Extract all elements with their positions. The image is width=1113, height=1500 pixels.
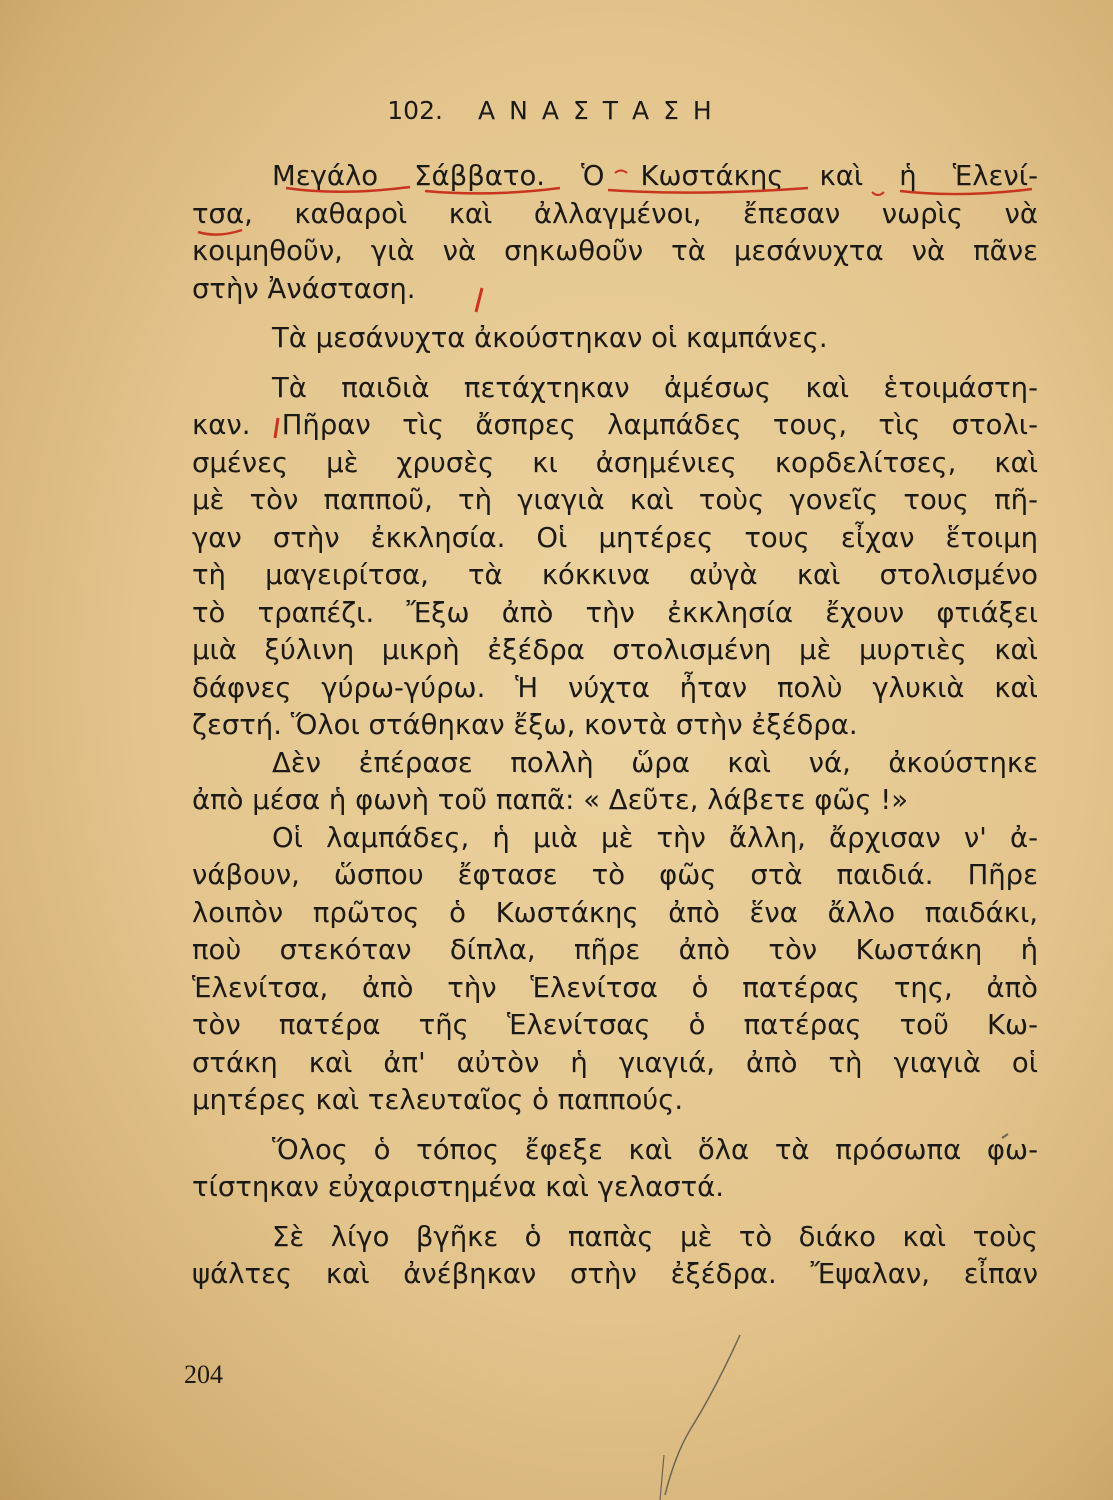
text-line: τὸν πατέρα τῆς Ἑλενίτσας ὁ πατέρας τοῦ Κω- xyxy=(192,1009,1038,1041)
text-line: Μεγάλο Σάββατο. Ὁ Κωστάκης καὶ ἡ Ἑλενί- xyxy=(272,160,1038,192)
text-line: μιὰ ξύλινη μικρὴ ἐξέδρα στολισμένη μὲ μυρτιὲς καὶ xyxy=(192,634,1038,666)
page-number: 204 xyxy=(184,1360,223,1389)
pencil-stroke-mark xyxy=(665,1335,740,1495)
text-line: τὸ τραπέζι. Ἔξω ἀπὸ τὴν ἐκκλησία ἔχουν φτιάξει xyxy=(192,596,1038,629)
pencil-tick-mark xyxy=(1002,1134,1008,1138)
chapter-title: ΑΝΑΣΤΑΣΗ xyxy=(478,96,726,125)
text-line: τσα, καθαροὶ καὶ ἀλλαγμένοι, ἔπεσαν νωρὶς νὰ xyxy=(192,197,1038,230)
text-line: ψάλτες καὶ ἀνέβηκαν στὴν ἐξέδρα. Ἔψαλαν, εἶπαν xyxy=(192,1258,1038,1290)
text-line: Δὲν ἐπέρασε πολλὴ ὥρα καὶ νά, ἀκούστηκε xyxy=(272,746,1038,779)
text-line: νάβουν, ὥσπου ἔφτασε τὸ φῶς στὰ παιδιά. Πῆρε xyxy=(192,859,1038,891)
red-underline-mark xyxy=(198,230,242,235)
red-underline-mark xyxy=(900,189,1032,194)
red-breve-mark xyxy=(872,192,884,195)
text-line: Ἑλενίτσα, ἀπὸ τὴν Ἑλενίτσα ὁ πατέρας της, ἀπὸ xyxy=(192,971,1038,1004)
red-slash-mark xyxy=(476,288,482,312)
text-line: ζεστή. Ὅλοι στάθηκαν ἔξω, κοντὰ στὴν ἐξέδρα. xyxy=(192,709,858,741)
text-line: μὲ τὸν παπποῦ, τὴ γιαγιὰ καὶ τοὺς γονεῖς τους πῆ- xyxy=(192,484,1038,516)
red-slash-mark xyxy=(275,418,278,438)
text-line: στὴν Ἀνάσταση. xyxy=(192,272,416,305)
text-line: γαν στὴν ἐκκλησία. Οἱ μητέρες τους εἶχαν ἕτοιμη xyxy=(192,521,1038,554)
text-line: ἀπὸ μέσα ἡ φωνὴ τοῦ παπᾶ: « Δεῦτε, λάβετε φῶς !» xyxy=(192,784,909,816)
text-line: Οἱ λαμπάδες, ἡ μιὰ μὲ τὴν ἄλλη, ἄρχισαν ν' ἀ- xyxy=(272,821,1038,854)
text-line: τίστηκαν εὐχαριστημένα καὶ γελαστά. xyxy=(192,1171,725,1203)
text-line: Τὰ παιδιὰ πετάχτηκαν ἀμέσως καὶ ἑτοιμάστη- xyxy=(272,371,1038,404)
text-line: Τὰ μεσάνυχτα ἀκούστηκαν οἱ καμπάνες. xyxy=(272,322,828,354)
text-line: τὴ μαγειρίτσα, τὰ κόκκινα αὐγὰ καὶ στολισμένο xyxy=(192,559,1038,591)
text-line: καν. Πῆραν τὶς ἄσπρες λαμπάδες τους, τὶς στολι- xyxy=(192,409,1038,441)
red-breve-mark xyxy=(615,171,627,174)
text-line: λοιπὸν πρῶτος ὁ Κωστάκης ἀπὸ ἕνα ἄλλο παιδάκι, xyxy=(192,896,1038,929)
text-line: Σὲ λίγο βγῆκε ὁ παπὰς μὲ τὸ διάκο καὶ τοὺς xyxy=(272,1220,1038,1253)
text-line: δάφνες γύρω-γύρω. Ἡ νύχτα ἦταν πολὺ γλυκιὰ καὶ xyxy=(192,671,1038,704)
text-line: στάκη καὶ ἀπ' αὐτὸν ἡ γιαγιά, ἀπὸ τὴ γιαγιὰ οἱ xyxy=(192,1046,1038,1079)
pencil-stroke-mark xyxy=(660,1455,664,1500)
text-line: σμένες μὲ χρυσὲς κι ἀσημένιες κορδελίτσες, καὶ xyxy=(192,446,1038,479)
text-line: Ὅλος ὁ τόπος ἔφεξε καὶ ὅλα τὰ πρόσωπα φω- xyxy=(272,1133,1038,1166)
text-line: ποὺ στεκόταν δίπλα, πῆρε ἀπὸ τὸν Κωστάκη ἡ xyxy=(192,934,1038,966)
text-line: κοιμηθοῦν, γιὰ νὰ σηκωθοῦν τὰ μεσάνυχτα νὰ πᾶνε xyxy=(192,235,1038,267)
red-underline-mark xyxy=(608,188,808,193)
red-underline-mark xyxy=(286,187,410,192)
text-line: μητέρες καὶ τελευταῖος ὁ παππούς. xyxy=(192,1084,684,1116)
red-underline-mark xyxy=(425,188,560,193)
chapter-number: 102. xyxy=(387,96,443,125)
